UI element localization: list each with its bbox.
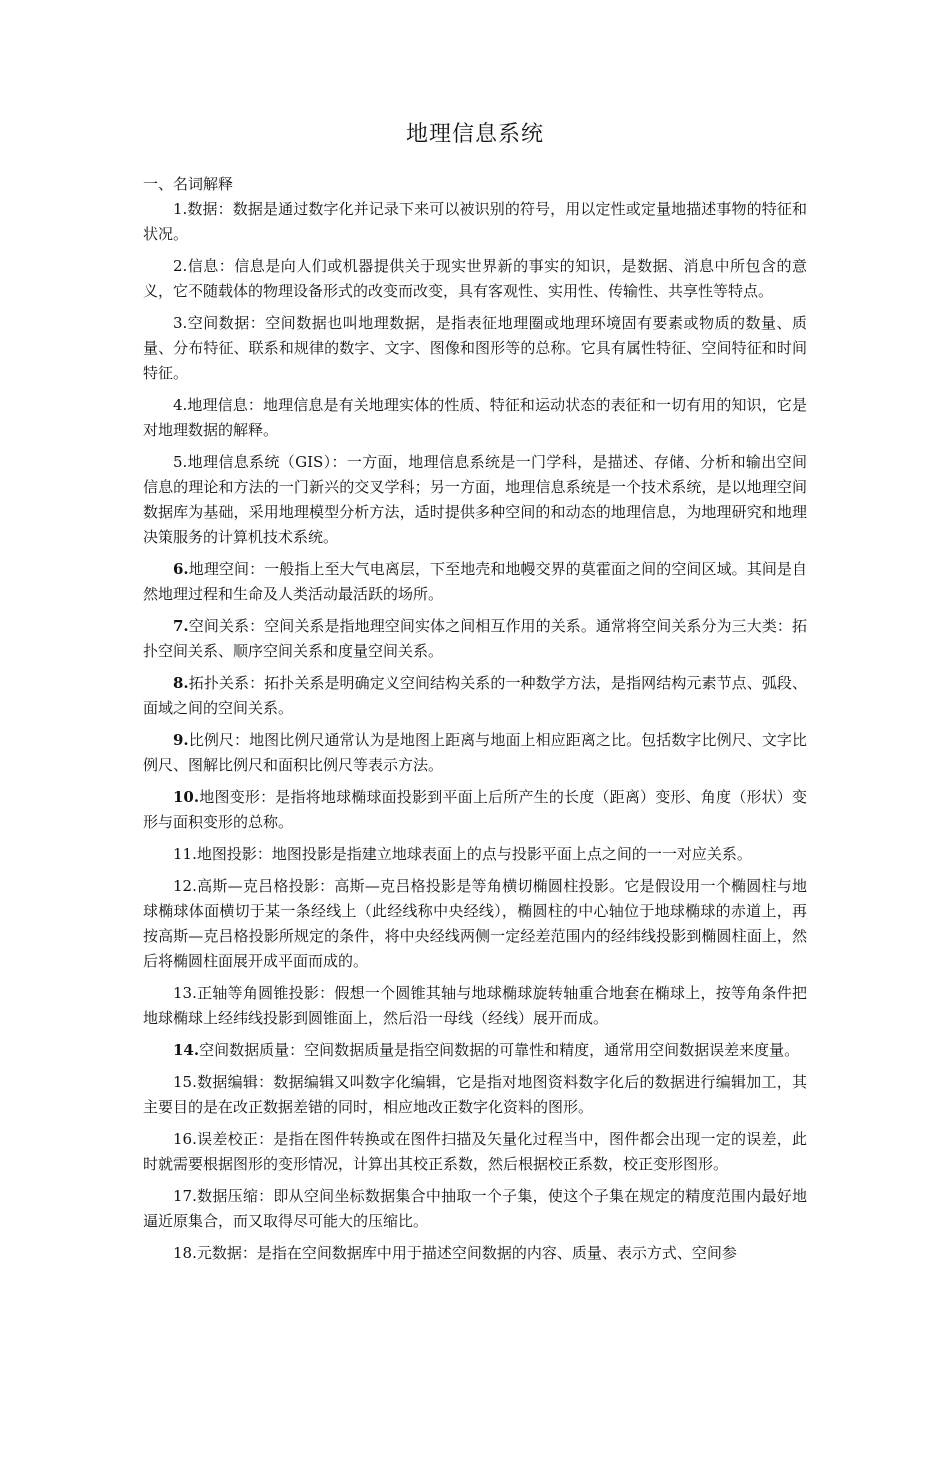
definition-item (143, 393, 807, 443)
definition-number: 9. (173, 731, 189, 749)
definition-number: 15. (173, 1073, 197, 1091)
definition-item (143, 311, 807, 386)
definition-item (143, 197, 807, 247)
definition-number: 16. (173, 1130, 197, 1148)
definition-item (143, 981, 807, 1031)
section-heading: 一、名词解释 (143, 175, 234, 193)
definition-number: 11. (173, 845, 197, 863)
definition-number: 5. (173, 453, 188, 471)
definition-item (143, 1070, 807, 1120)
definition-text: 地图变形：是指将地球椭球面投影到平面上后所产生的长度（距离）变形、角度（形状）变形与面积变形的总称。 (143, 788, 807, 831)
definition-number: 4. (173, 396, 188, 414)
definition-number: 12. (173, 877, 197, 895)
definition-text: 空间数据质量：空间数据质量是指空间数据的可靠性和精度，通常用空间数据误差来度量。 (199, 1041, 800, 1059)
definition-item (143, 671, 807, 721)
definition-item (143, 450, 807, 550)
definition-text: 比例尺：地图比例尺通常认为是地图上距离与地面上相应距离之比。包括数字比例尺、文字比例尺、图解比例尺和面积比例尺等表示方法。 (143, 731, 807, 774)
definition-text: 拓扑关系：拓扑关系是明确定义空间结构关系的一种数学方法，是指网结构元素节点、弧段、面域之间的空间关系。 (143, 674, 807, 717)
definition-item (143, 1241, 807, 1266)
page-title: 地理信息系统 (405, 122, 544, 147)
definition-text: 高斯—克吕格投影：高斯—克吕格投影是等角横切椭圆柱投影。它是假设用一个椭圆柱与地球椭球体面横切于某一条经线上（此经线称中央经线），椭圆柱的中心轴位于地球椭球的赤道上，再按高斯—克吕格投影所规定的条件，将中央经线两侧一定经差范围内的经纬线投影到椭圆柱面上，然后将椭圆柱面展开成平面而成的。 (143, 877, 807, 970)
definition-text: 地理信息系统（GIS）：一方面，地理信息系统是一门学科，是描述、存储、分析和输出空间信息的理论和方法的一门新兴的交叉学科；另一方面，地理信息系统是一个技术系统，是以地理空间数据库为基础，采用地理模型分析方法，适时提供多种空间的和动态的地理信息，为地理研究和地理决策服务的计算机技术系统。 (143, 453, 807, 546)
definition-number: 10. (173, 788, 200, 806)
definition-text: 正轴等角圆锥投影：假想一个圆锥其轴与地球椭球旋转轴重合地套在椭球上，按等角条件把地球椭球上经纬线投影到圆锥面上，然后沿一母线（经线）展开而成。 (143, 984, 807, 1027)
definition-item (143, 1038, 807, 1063)
definition-number: 18. (173, 1244, 197, 1262)
definition-item (143, 557, 807, 607)
definition-number: 6. (173, 560, 189, 578)
definition-text: 空间关系：空间关系是指地理空间实体之间相互作用的关系。通常将空间关系分为三大类：拓扑空间关系、顺序空间关系和度量空间关系。 (143, 617, 807, 660)
definition-item (143, 842, 807, 867)
definition-number: 17. (173, 1187, 197, 1205)
definition-number: 2. (173, 257, 188, 275)
definition-item (143, 874, 807, 974)
definition-item (143, 785, 807, 835)
definition-number: 3. (173, 314, 188, 332)
definition-number: 13. (173, 984, 197, 1002)
definition-number: 7. (173, 617, 189, 635)
definition-text: 数据压缩：即从空间坐标数据集合中抽取一个子集，使这个子集在规定的精度范围内最好地逼近原集合，而又取得尽可能大的压缩比。 (143, 1187, 807, 1230)
document-page (0, 120, 950, 1464)
definition-item (143, 614, 807, 664)
definition-list (143, 197, 807, 1266)
definition-text: 数据编辑：数据编辑又叫数字化编辑，它是指对地图资料数字化后的数据进行编辑加工，其主要目的是在改正数据差错的同时，相应地改正数字化资料的图形。 (143, 1073, 807, 1116)
definition-number: 14. (173, 1041, 200, 1059)
definition-text: 误差校正：是指在图件转换或在图件扫描及矢量化过程当中，图件都会出现一定的误差，此时就需要根据图形的变形情况，计算出其校正系数，然后根据校正系数，校正变形图形。 (143, 1130, 807, 1173)
definition-text: 地图投影：地图投影是指建立地球表面上的点与投影平面上点之间的一一对应关系。 (196, 845, 752, 863)
definition-text: 空间数据：空间数据也叫地理数据，是指表征地理圈或地理环境固有要素或物质的数量、质量、分布特征、联系和规律的数字、文字、图像和图形等的总称。它具有属性特征、空间特征和时间特征。 (143, 314, 807, 382)
definition-item (143, 254, 807, 304)
definition-text: 地理空间：一般指上至大气电离层，下至地壳和地幔交界的莫霍面之间的空间区域。其间是自然地理过程和生命及人类活动最活跃的场所。 (143, 560, 807, 603)
definition-item (143, 728, 807, 778)
definition-item (143, 1184, 807, 1234)
definition-text: 元数据：是指在空间数据库中用于描述空间数据的内容、质量、表示方式、空间参 (196, 1244, 737, 1262)
definition-text: 信息：信息是向人们或机器提供关于现实世界新的事实的知识，是数据、消息中所包含的意义，它不随载体的物理设备形式的改变而改变，具有客观性、实用性、传输性、共享性等特点。 (143, 257, 807, 300)
definition-text: 地理信息：地理信息是有关地理实体的性质、特征和运动状态的表征和一切有用的知识，它是对地理数据的解释。 (143, 396, 807, 439)
definition-number: 8. (173, 674, 189, 692)
definition-item (143, 1127, 807, 1177)
definition-text: 数据：数据是通过数字化并记录下来可以被识别的符号，用以定性或定量地描述事物的特征和状况。 (143, 200, 807, 243)
definition-number: 1. (173, 200, 188, 218)
